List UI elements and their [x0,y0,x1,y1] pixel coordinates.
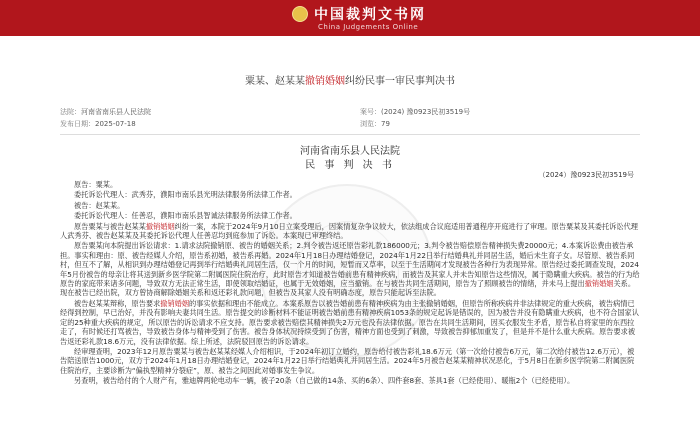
paragraph-text: 原告粟某与被告赵某某 [74,221,146,231]
meta-case-no-value: (2024) 豫0923民初3519号 [381,108,471,116]
case-title-highlight: 撤销婚姻 [305,76,345,87]
meta-court-label: 法院： [60,108,81,116]
paragraph-text: 原告粟某向本院提出诉讼请求：1.请求法院撤销原、被告的婚姻关系；2.判令被告返还原告彩礼款186000元；3.判令被告赔偿原告精神损失费20000元；4.本案诉讼费由被告承担。事实和理由：原、被告经媒人介绍，原告系初婚，被告系再婚。2024年1月18日办理结婚登记，2024年1月22日举行结婚典礼并同居生活，婚后未生育子女。尽管原、被告系同村，但互不了解，从相识到办理结婚登记再到举行结婚典礼同居生活，仅一个月的时间，短暂而又草率，以至于生活期间才发现被告各种行为表现异常。原告经过委托调查发现，2024年5月份被告的母亲让将其送到新乡医学院第二附属医院住院治疗，此时原告才知道被告婚前患有精神疾病，而被告及其家人并未告知原告这些情况，属于隐瞒重大疾病。被告的行为给原告的家庭带来诸多问题，导致双方无法正常生活，即使领取结婚证，也属于无效婚姻，应当撤销。在与被告共同生活期间，原告为了照顾被告的情绪，并未马上提出 [60,241,640,289]
doc-body [60,180,640,387]
meta-court-value: 河南省南乐县人民法院 [81,108,151,116]
paragraph-text: 被告赵某某辩称，原告要求 [74,298,161,308]
meta-court [60,106,151,118]
meta-case-no-label: 案号： [360,108,381,116]
paragraph-text: 委托诉讼代理人：武秀芬，濮阳市南乐县光明法律服务所法律工作者。 [74,190,297,200]
meta-publish-date [60,118,151,130]
judgement-document [60,136,640,440]
case-title-suffix: 纠纷民事一审民事判决书 [345,76,455,87]
doc-paragraph [60,190,640,199]
case-title [0,72,700,87]
doc-paragraph [60,299,640,346]
meta-views [360,118,470,130]
site-subtitle: China Judgements Online [318,23,419,31]
meta-left [60,106,151,130]
doc-paragraph [60,347,640,375]
doc-paragraph [60,180,640,189]
paragraph-text: 委托诉讼代理人：任善忍，濮阳市南乐县智诚法律服务所法律工作者。 [74,211,297,221]
doc-number: （2024）豫0923民初3519号 [538,171,634,179]
doc-paragraph [60,241,640,297]
paragraph-text: 原告：粟某。 [74,180,118,189]
paragraph-text: 被告：赵某某。 [74,200,125,210]
doc-type: 民 事 判 决 书 [305,160,395,171]
paragraph-text-cont: 纠纷一案，本院于2024年9月10日立案受理后，因案情复杂争议较大，依法组成合议庭适用普通程序开庭进行了审理。原告粟某及其委托诉讼代理人武秀芬、被告赵某某及其委托诉讼代理人任善忍均到庭参加了诉讼。本案现已审理终结。 [60,221,638,241]
meta-publish-label: 发布日期： [60,120,95,128]
paragraph-text: 另查明，被告给付的个人财产有，雅迪牌两轮电动车一辆，被子20条（自己做的14条、买的6条）、四件套8套、茶具1套（已经使用）、暖瓶2个（已经使用）。 [74,376,575,386]
site-title[interactable]: 中国裁判文书网 [314,7,426,23]
paragraph-highlight: 撤销婚姻 [584,279,614,289]
meta-views-label: 浏览： [360,120,381,128]
paragraph-text-cont: 关系。现在被告已经出院，双方曾协商解除婚姻关系和返还彩礼款问题，但被告及其家人没有明确态度，原告只能起诉至法院。 [60,279,636,298]
meta-case-no [360,106,470,118]
doc-paragraph [60,211,640,220]
doc-paragraph [60,376,640,385]
paragraph-text-cont: 的事实依据和理由不能成立。本案系原告以被告婚前患有精神疾病为由主张撤销婚姻，但原告所称疾病并非法律规定的重大疾病，被告病情已经得到控制，早已治好，并没有影响夫妻共同生活。原告提交的诊断材料不能证明被告婚前患有精神疾病1053条的规定起诉是错误的，因为被告并没有隐瞒重大疾病，也不符合国家认定的25种重大疾病的规定，所以原告的诉讼请求不应支持。原告要求被告赔偿其精神损失2万元也没有法律依据。原告在共同生活期间，因买衣服发生矛盾，原告私自将家里的东西拉走了，有时候还打骂被告，导致被告身体与精神受到了伤害。被告身体状况持续受到了伤害，精神方面也受到了刺激，导致被告抑郁加重发了，但是并不是什么重大疾病。原告要求被告返还彩礼款18.6万元，没有法律依据。综上所述，法院驳回原告的诉讼请求。 [60,298,639,346]
doc-court-name: 河南省南乐县人民法院 [300,146,400,157]
meta-publish-value: 2025-07-18 [95,120,136,128]
paragraph-highlight: 撤销婚姻 [160,298,190,308]
case-title-prefix: 粟某、赵某某 [245,76,305,87]
paragraph-text: 经审理查明，2023年12月原告粟某与被告赵某某经媒人介绍相识，于2024年初订立婚约，原告给付被告彩礼18.6万元（第一次给付被告6万元，第二次给付被告12.6万元），被告陪送原告1000元，双方于2024年1月18日办理结婚登记，2024年1月22日举行结婚典礼并同居生活。2024年5月被告赵某某精神状况恶化，于5月8日在新乡医学院第二附属医院住院治疗，主要诊断为“偏执型精神分裂症”，原、被告之间因此对婚事发生争议。 [60,346,635,375]
meta-right [360,106,470,130]
site-header [0,0,700,36]
paragraph-highlight: 撤销婚姻 [145,221,175,231]
doc-paragraph [60,201,640,210]
meta-views-value: 79 [381,120,390,128]
meta-divider [60,134,640,135]
national-emblem-icon [292,6,308,22]
doc-paragraph [60,222,640,241]
